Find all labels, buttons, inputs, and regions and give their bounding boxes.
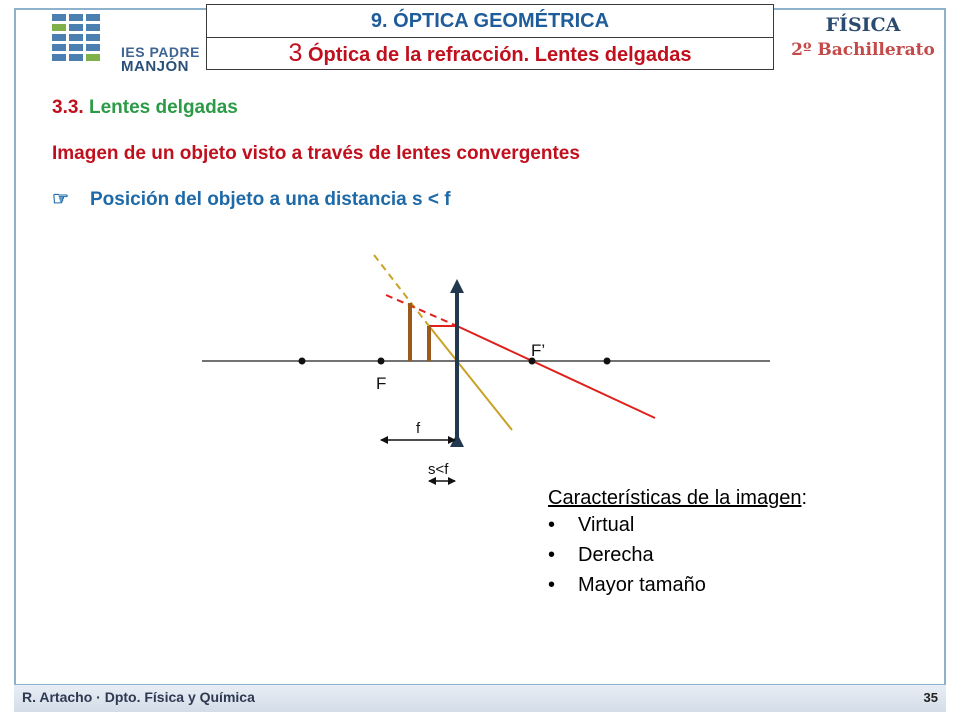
subject-level: 2º Bachillerato <box>791 40 935 60</box>
list-item-text: Virtual <box>578 514 635 536</box>
ray-red-refracted <box>457 326 655 418</box>
ray-yellow <box>429 326 512 430</box>
bullet-icon: • <box>548 514 556 536</box>
topic-heading: Imagen de un objeto visto a través de lentes convergentes <box>52 143 580 164</box>
subsection-number: 3.3. <box>52 97 84 118</box>
focal-point-f <box>378 358 385 365</box>
axis-point-2f <box>299 358 306 365</box>
axis-point-2f-prime <box>604 358 611 365</box>
bullet-icon: • <box>548 574 556 596</box>
footer-author: R. Artacho · Dpto. Física y Química <box>22 689 255 705</box>
characteristics-list <box>548 514 706 604</box>
ray-red-extension <box>386 295 457 326</box>
logo-text-line2: MANJÓN <box>121 58 190 75</box>
subsection-name: Lentes delgadas <box>88 97 238 118</box>
ray-yellow-extension <box>374 255 429 326</box>
bullet-icon: • <box>548 544 556 566</box>
focus-label: F <box>376 374 387 393</box>
focus-prime-label: F’ <box>531 341 546 360</box>
list-item-text: Mayor tamaño <box>578 574 706 596</box>
object-distance-label: s<f <box>428 461 449 478</box>
list-item-text: Derecha <box>578 544 654 566</box>
section-name: Óptica de la refracción. Lentes delgadas <box>308 44 692 66</box>
case-text: Posición del objeto a una distancia s < f <box>90 189 451 210</box>
footer-bar <box>14 684 946 712</box>
subject-name: FÍSICA <box>825 14 901 36</box>
unit-title: 9. ÓPTICA GEOMÉTRICA <box>370 10 610 32</box>
logo-text-line1: IES PADRE <box>121 44 200 60</box>
characteristics-title <box>548 487 807 510</box>
pointing-hand-icon: ☞ <box>52 189 70 210</box>
page-number: 35 <box>923 690 938 705</box>
characteristics-title-colon: : <box>801 487 808 509</box>
focal-length-label: f <box>416 420 421 437</box>
characteristics-title-text: Características de la imagen <box>548 487 802 509</box>
list-item <box>548 574 706 604</box>
list-item <box>548 514 706 544</box>
list-item <box>548 544 706 574</box>
section-number: 3 <box>288 39 303 67</box>
